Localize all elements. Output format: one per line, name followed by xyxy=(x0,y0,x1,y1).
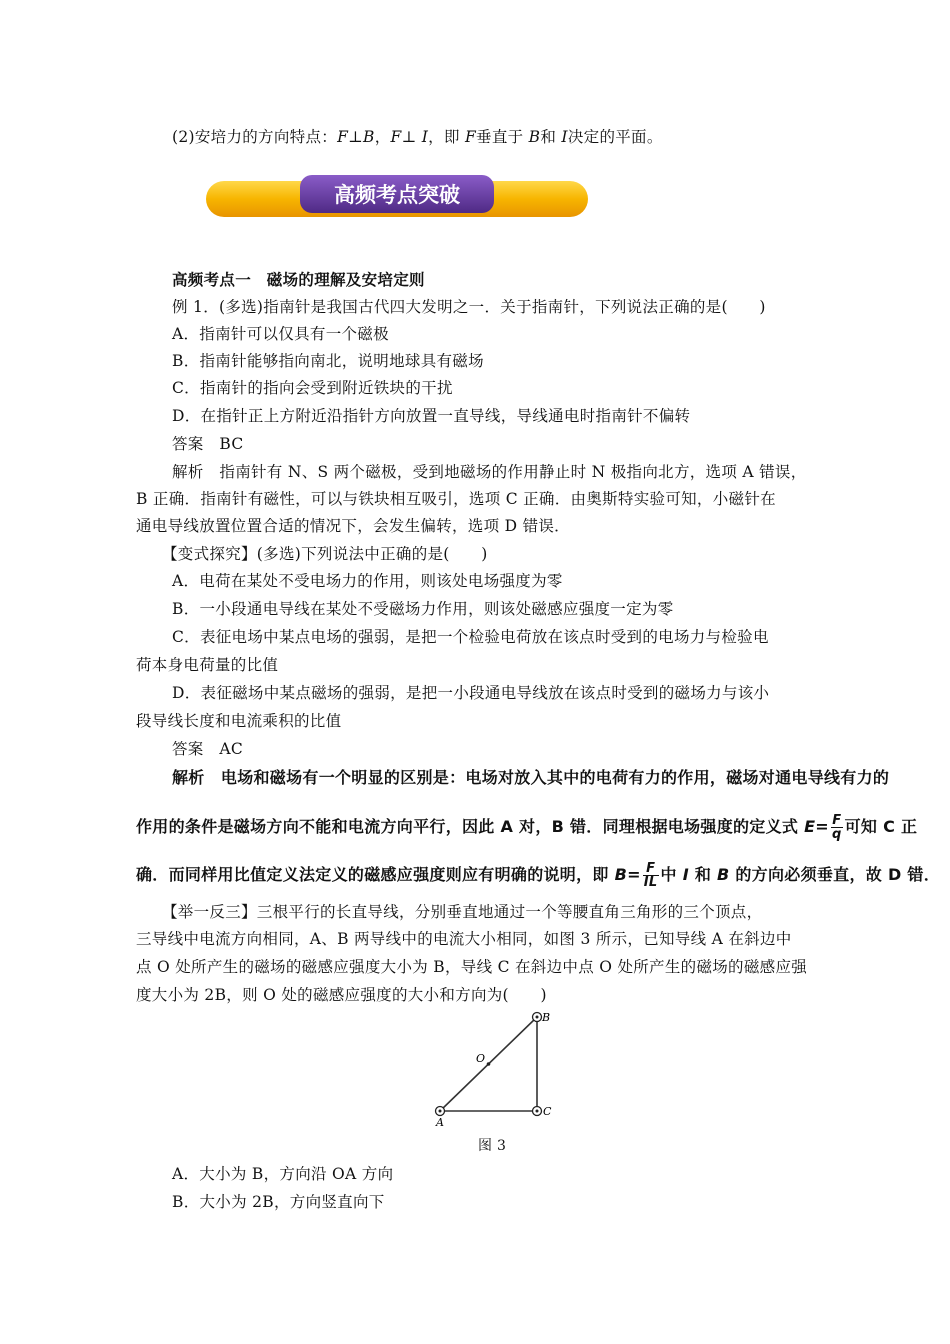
figure-caption: 图 3 xyxy=(478,1138,507,1154)
denominator: q xyxy=(832,827,842,842)
extension-line: 三导线中电流方向相同，A、B 两导线中的电流大小相同，如图 3 所示，已知导线 A 在斜边中 xyxy=(136,930,792,948)
symbol-F: F xyxy=(390,128,402,146)
label-A: A xyxy=(436,1116,444,1129)
option-b: B．一小段通电导线在某处不受磁场力作用，则该处磁感应强度一定为零 xyxy=(172,600,674,618)
text: 和 xyxy=(688,865,718,884)
symbol-B: B xyxy=(363,128,375,146)
separator: ， xyxy=(374,128,391,146)
option-b: B．大小为 2B，方向竖直向下 xyxy=(172,1193,385,1211)
text: 中 xyxy=(660,865,683,884)
option-d-cont: 段导线长度和电流乘积的比值 xyxy=(136,712,342,730)
answer: 答案 AC xyxy=(172,740,244,758)
equals: = xyxy=(627,865,641,884)
option-d: D．在指针正上方附近沿指针方向放置一直导线，导线通电时指南针不偏转 xyxy=(172,407,691,425)
perp-symbol: ⊥ xyxy=(401,128,422,146)
label-O: O xyxy=(476,1052,486,1065)
option-a: A．大小为 B，方向沿 OA 方向 xyxy=(172,1165,394,1183)
text: 垂直于 xyxy=(476,128,529,146)
text: 确．而同样用比值定义法定义的磁感应强度则应有明确的说明，即 xyxy=(136,865,615,884)
text: 和 xyxy=(540,128,562,146)
analysis-line xyxy=(136,862,940,889)
text: 的方向必须垂直，故 D 错． xyxy=(729,865,941,884)
top-line xyxy=(172,127,663,147)
symbol-F: F xyxy=(464,128,477,146)
equals: = xyxy=(815,817,830,836)
fraction-F-over-IL xyxy=(643,862,659,889)
numerator: F xyxy=(832,813,842,828)
denominator: IL xyxy=(643,875,658,890)
symbol-F: F xyxy=(337,128,349,146)
text: 可知 C 正 xyxy=(844,817,918,836)
numerator: F xyxy=(643,862,659,876)
analysis-line xyxy=(136,814,917,841)
symbol-I: I xyxy=(682,865,689,884)
option-c: C．表征电场中某点电场的强弱，是把一个检验电荷放在该点时受到的电场力与检验电 xyxy=(172,628,769,646)
midpoint-O xyxy=(487,1062,491,1066)
top-line-prefix: (2)安培力的方向特点： xyxy=(172,128,338,146)
section-banner xyxy=(204,173,590,221)
wire-B-icon xyxy=(533,1013,542,1022)
wire-C-icon xyxy=(533,1107,542,1116)
fraction-F-over-q xyxy=(831,814,843,841)
variant-question: 【变式探究】(多选)下列说法中正确的是( ) xyxy=(162,545,488,563)
option-a: A．指南针可以仅具有一个磁极 xyxy=(172,325,389,343)
text: ，即 xyxy=(428,128,465,146)
symbol-I: I xyxy=(561,128,568,146)
symbol-I: I xyxy=(421,128,429,146)
answer: 答案 BC xyxy=(172,435,244,453)
extension-line: 度大小为 2B，则 O 处的磁感应强度的大小和方向为( ) xyxy=(136,986,547,1004)
analysis-line: B 正确．指南针有磁性，可以与铁块相互吸引，选项 C 正确．由奥斯特实验可知，小磁针在 xyxy=(136,490,776,508)
triangle-figure xyxy=(424,1010,564,1130)
analysis-line: 通电导线放置位置合适的情况下，会发生偏转，选项 D 错误． xyxy=(136,517,570,535)
text: 作用的条件是磁场方向不能和电流方向平行，因此 A 对，B 错．同理根据电场强度的定义式 xyxy=(136,817,805,836)
wire-A-icon xyxy=(436,1107,445,1116)
option-c: C．指南针的指向会受到附近铁块的干扰 xyxy=(172,379,453,397)
perp-symbol: ⊥ xyxy=(348,128,364,146)
banner-label: 高频考点突破 xyxy=(334,183,460,207)
symbol-B: B xyxy=(528,128,541,146)
example-question: 例 1．(多选)指南针是我国古代四大发明之一．关于指南针，下列说法正确的是( ) xyxy=(172,298,766,316)
label-B: B xyxy=(542,1011,551,1024)
option-d: D．表征磁场中某点磁场的强弱，是把一小段通电导线放在该点时受到的磁场力与该小 xyxy=(172,684,770,702)
analysis-line: 解析 指南针有 N、S 两个磁极，受到地磁场的作用静止时 N 极指向北方，选项 A 错误， xyxy=(172,463,807,481)
analysis-line: 解析 电场和磁场有一个明显的区别是：电场对放入其中的电荷有力的作用，磁场对通电导线有力的 xyxy=(172,768,890,787)
option-b: B．指南针能够指向南北，说明地球具有磁场 xyxy=(172,352,484,370)
section-title: 高频考点一 磁场的理解及安培定则 xyxy=(172,271,425,289)
extension-line: 【举一反三】三根平行的长直导线，分别垂直地通过一个等腰直角三角形的三个顶点， xyxy=(162,903,763,921)
text: 决定的平面。 xyxy=(567,128,663,146)
label-C: C xyxy=(543,1105,552,1118)
option-a: A．电荷在某处不受电场力的作用，则该处电场强度为零 xyxy=(172,572,563,590)
extension-line: 点 O 处所产生的磁场的磁感应强度大小为 B，导线 C 在斜边中点 O 处所产生的磁场的磁感应强 xyxy=(136,958,808,976)
option-c-cont: 荷本身电荷量的比值 xyxy=(136,656,279,674)
symbol-E: E xyxy=(804,817,816,836)
symbol-B: B xyxy=(717,865,730,884)
symbol-B: B xyxy=(614,865,628,884)
